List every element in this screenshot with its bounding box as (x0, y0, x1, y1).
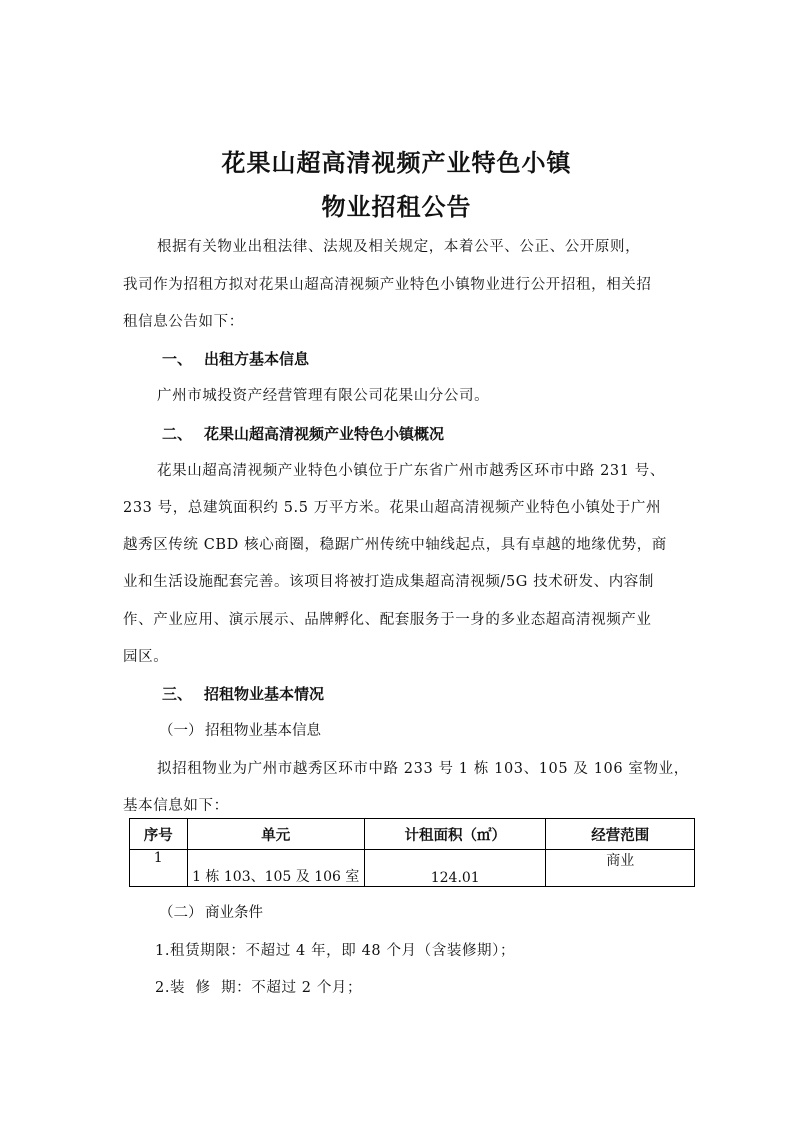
section-2-line-4: 业和生活设施配套完善。该项目将被打造成集超高清视频/5G 技术研发、内容制 (123, 574, 654, 590)
header-area: 计租面积（㎡） (364, 819, 546, 850)
subsection-1-line-2: 基本信息如下： (123, 798, 229, 814)
section-1-number: 一、 (162, 350, 193, 368)
subsection-1-number: （一） (159, 723, 203, 739)
cell-area: 124.01 (364, 850, 546, 887)
section-2-line-3: 越秀区传统 CBD 核心商圈，稳踞广州传统中轴线起点，具有卓越的地缘优势，商 (123, 537, 667, 553)
header-unit: 单元 (187, 819, 364, 850)
section-2-number: 二、 (162, 425, 193, 443)
section-1-body: 广州市城投资产经营管理有限公司花果山分公司。 (157, 388, 490, 404)
section-1-title: 出租方基本信息 (204, 350, 310, 368)
section-3-number: 三、 (162, 685, 193, 703)
subsection-2-title: 商业条件 (205, 905, 263, 921)
header-index: 序号 (130, 819, 188, 850)
section-3-title: 招租物业基本情况 (204, 685, 325, 703)
table-header-row (130, 819, 695, 850)
property-info-table (129, 818, 695, 887)
intro-line-3: 租信息公告如下： (123, 314, 244, 330)
cell-scope: 商业 (546, 850, 695, 887)
subsection-1-heading (159, 721, 321, 741)
subsection-2-number: （二） (159, 905, 203, 921)
title-line-2: 物业招租公告 (321, 193, 472, 221)
intro-line-1: 根据有关物业出租法律、法规及相关规定，本着公平、公正、公开原则， (157, 239, 641, 255)
intro-line-2: 我司作为招租方拟对花果山超高清视频产业特色小镇物业进行公开招租，相关招 (123, 277, 652, 293)
cell-unit: 1 栋 103、105 及 106 室 (187, 850, 364, 887)
cell-index: 1 (130, 850, 188, 887)
condition-item-1: 1.租赁期限：不超过 4 年，即 48 个月（含装修期）； (155, 943, 516, 959)
header-scope: 经营范围 (546, 819, 695, 850)
section-2-heading (162, 424, 444, 444)
subsection-1-title: 招租物业基本信息 (205, 723, 321, 739)
title-line-1: 花果山超高清视频产业特色小镇 (221, 149, 572, 177)
section-3-heading (162, 684, 324, 704)
subsection-1-line-1: 拟招租物业为广州市越秀区环市中路 233 号 1 栋 103、105 及 106 室物业， (157, 761, 689, 777)
section-2-title: 花果山超高清视频产业特色小镇概况 (204, 425, 445, 443)
section-1-heading (162, 349, 309, 369)
table-row (130, 850, 695, 887)
subsection-2-heading (159, 903, 263, 923)
section-2-line-1: 花果山超高清视频产业特色小镇位于广东省广州市越秀区环市中路 231 号、 (157, 463, 665, 479)
section-2-line-2: 233 号，总建筑面积约 5.5 万平方米。花果山超高清视频产业特色小镇处于广州 (123, 500, 662, 516)
section-2-line-5: 作、产业应用、演示展示、品牌孵化、配套服务于一身的多业态超高清视频产业 (123, 612, 652, 628)
condition-item-2: 2.装 修 期：不超过 2 个月； (155, 980, 363, 996)
section-2-line-6: 园区。 (123, 649, 169, 665)
